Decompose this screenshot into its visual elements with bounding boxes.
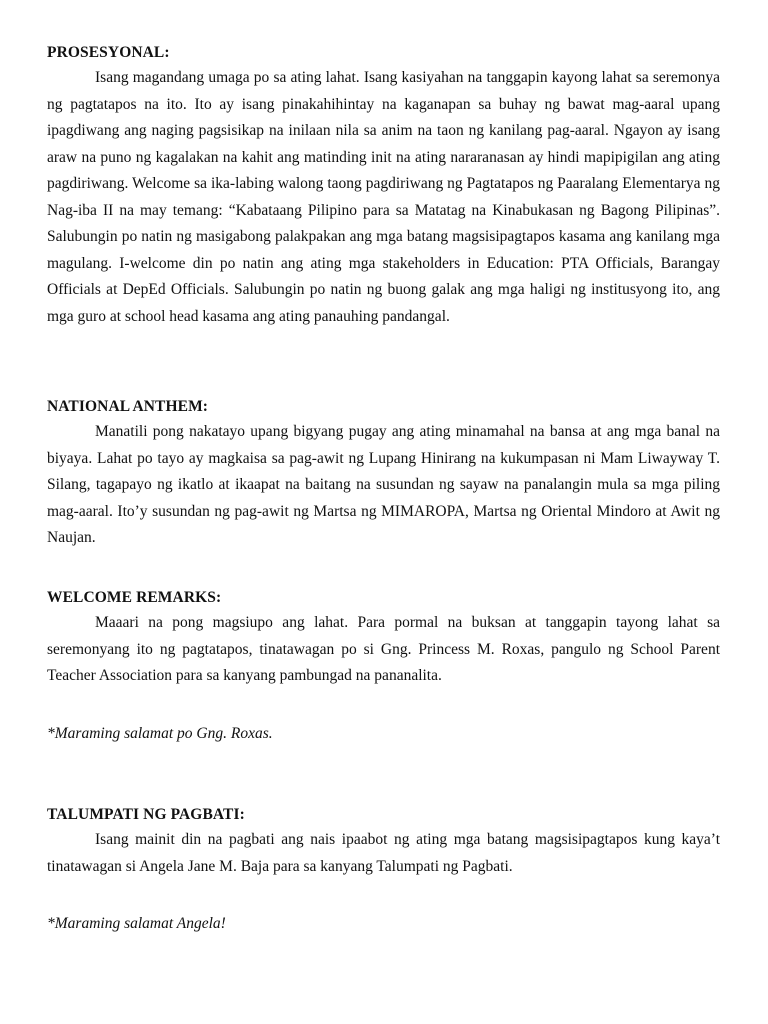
section-heading: NATIONAL ANTHEM: [47, 398, 209, 415]
section-paragraph: Isang mainit din na pagbati ang nais ipaabot ng ating mga batang magsisipagtapos kung kaya’t tinatawagan si Angela Jane M. Baja para sa kanyang Talumpati ng Pagbati. [47, 831, 720, 875]
thank-you-note-roxas: *Maraming salamat po Gng. Roxas. [47, 725, 273, 742]
thank-you-note-angela: *Maraming salamat Angela! [47, 915, 226, 932]
section-talumpati-ng-pagbati [47, 804, 720, 880]
section-paragraph: Manatili pong nakatayo upang bigyang pugay ang ating minamahal na bansa at ang mga banal na biyaya. Lahat po tayo ay magkaisa sa pag-awit ng Lupang Hinirang na kukumpasan ni Mam Liwayway T. Silang, tagapayo ng ikatlo at ikaapat na baitang na susundan ng sayaw na panalangin mula sa mga piling mag-aaral. Ito’y susundan ng pag-awit ng Martsa ng MIMAROPA, Martsa ng Oriental Mindoro at Awit ng Naujan. [47, 423, 720, 546]
section-heading: TALUMPATI NG PAGBATI: [47, 806, 245, 823]
section-paragraph: Isang magandang umaga po sa ating lahat. Isang kasiyahan na tanggapin kayong lahat sa seremonya ng pagtatapos na ito. Ito ay isang pinakahihintay na kaganapan sa buhay ng bawat mag-aaral upang ipagdiwang ang naging pagsisikap na inilaan nila sa anim na taon ng kanilang pag-aaral. Ngayon ay isang araw na puno ng kagalakan na kahit ang matinding init na ating nararanasan ay hindi mapipigilan ang ating pagdiriwang. Welcome sa ika-labing walong taong pagdiriwang ng Pagtatapos ng Paaralang Elementarya ng Nag-iba II na may temang: “Kabataang Pilipino para sa Matatag na Kinabukasan ng Bagong Pilipinas”. Salubungin po natin ng masigabong palakpakan ang mga batang magsisipagtapos kasama ang kanilang mga magulang. I-welcome din po natin ang ating mga stakeholders in Education: PTA Officials, Barangay Officials at DepEd Officials. Salubungin po natin ng buong galak ang mga haligi ng institusyong ito, ang mga guro at school head kasama ang ating panauhing pandangal. [47, 69, 720, 325]
section-paragraph: Maaari na pong magsiupo ang lahat. Para pormal na buksan at tanggapin tayong lahat sa seremonyang ito ng pagtatapos, tinatawagan po si Gng. Princess M. Roxas, pangulo ng School Parent Teacher Association para sa kanyang pambungad na pananalita. [47, 614, 720, 684]
section-heading: WELCOME REMARKS: [47, 589, 222, 606]
section-heading: PROSESYONAL: [47, 44, 170, 61]
section-prosesyonal [47, 42, 720, 330]
section-national-anthem [47, 396, 720, 552]
section-welcome-remarks [47, 587, 720, 690]
